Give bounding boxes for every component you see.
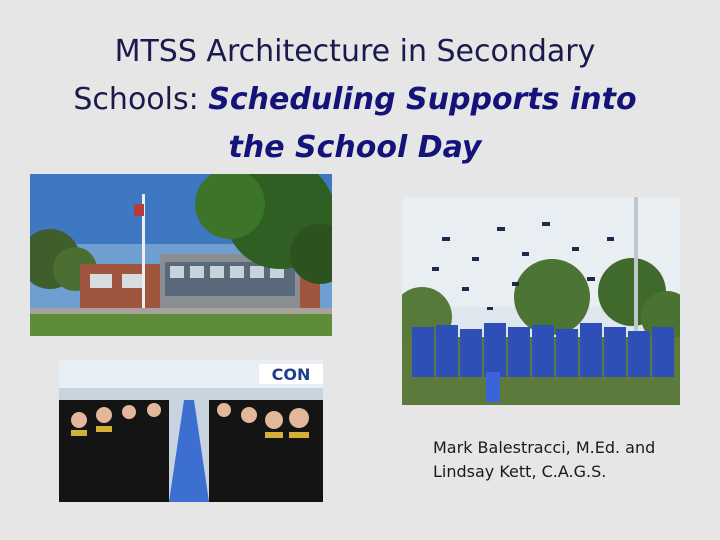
title-emphasis-text: Scheduling Supports into <box>208 82 637 117</box>
title-line-1: MTSS Architecture in Secondary <box>114 34 596 69</box>
graduation-ceremony-photo <box>59 360 323 502</box>
banner-text: CON <box>271 365 311 384</box>
presenter-caption <box>433 436 703 484</box>
slide-title <box>40 28 670 172</box>
title-plain-text: Schools: <box>73 82 209 117</box>
school-building-photo <box>30 174 332 336</box>
presenter-line-2: Lindsay Kett, C.A.G.S. <box>433 462 607 481</box>
graduation-cap-toss-photo <box>402 197 680 405</box>
title-line-2 <box>40 76 670 124</box>
presenter-line-1: Mark Balestracci, M.Ed. and <box>433 438 656 457</box>
title-line-3: the School Day <box>228 130 482 165</box>
